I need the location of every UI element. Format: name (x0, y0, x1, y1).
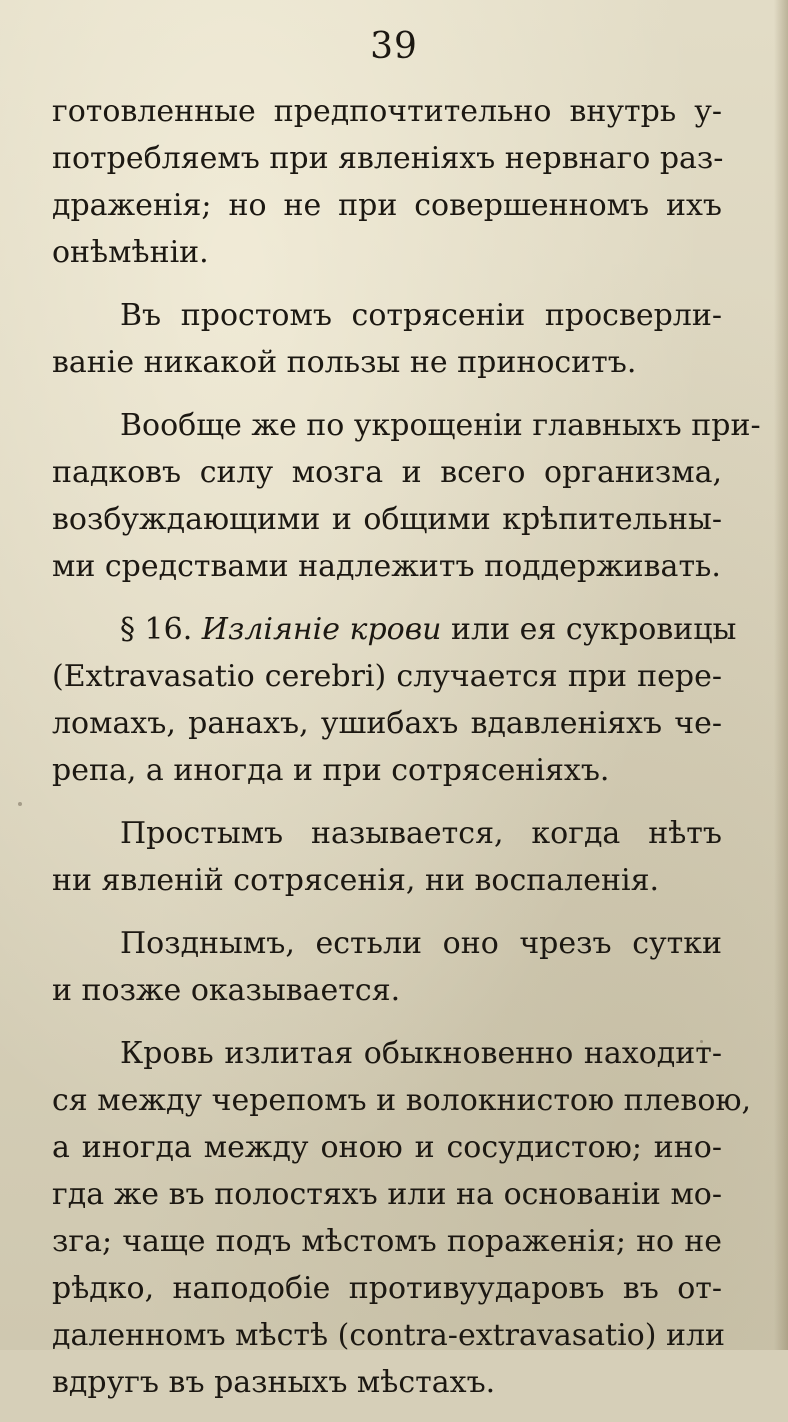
text-line: вдругъ въ разныхъ мѣстахъ. (52, 1365, 496, 1400)
text-line: даленномъ мѣстѣ (contra-extravasatio) или (52, 1318, 726, 1353)
italic-term: Излiянiе крови (201, 612, 442, 647)
text-line: готовленные предпочтительно внутрь у- (52, 94, 722, 129)
paragraph (52, 88, 722, 276)
text-line: а иногда между оною и сосудистою; ино- (52, 1130, 722, 1165)
text-line: драженiя; но не при совершенномъ ихъ (52, 188, 722, 223)
text-line: падковъ силу мозга и всего организма, (52, 455, 722, 490)
text-line: онѣмѣнiи. (52, 235, 209, 270)
text-line: гда же въ полостяхъ или на основанiи мо- (52, 1177, 722, 1212)
text-line: ванiе никакой пользы не приноситъ. (52, 345, 637, 380)
text-line: Въ простомъ сотрясенiи просверли- (120, 298, 722, 333)
text-line-section-start (52, 606, 737, 653)
paragraph (52, 810, 722, 904)
text-line: ся между черепомъ и волокнистою плевою, (52, 1083, 752, 1118)
body-text (52, 88, 761, 1422)
text-line: зга; чаще подъ мѣстомъ пораженiя; но не (52, 1224, 722, 1259)
text-line: ломахъ, ранахъ, ушибахъ вдавленiяхъ че- (52, 706, 722, 741)
paragraph (52, 606, 737, 794)
paper-speck (18, 802, 22, 806)
text-line: рѣдко, наподобiе противуударовъ въ от- (52, 1271, 722, 1306)
page-number: 39 (370, 26, 418, 67)
text-line: Вообще же по укрощенiи главныхъ при- (120, 408, 761, 443)
text-line: Простымъ называется, когда нѣтъ (120, 816, 722, 851)
text-line: и позже оказывается. (52, 973, 401, 1008)
text-line: ни явленiй сотрясенiя, ни воспаленiя. (52, 863, 660, 898)
section-mark: § 16. (120, 612, 193, 647)
paragraph (52, 402, 761, 590)
text-line: возбуждающими и общими крѣпительны- (52, 502, 722, 537)
paragraph (52, 292, 722, 386)
text-line: Позднымъ, естьли оно чрезъ сутки (120, 926, 722, 961)
text-line: ми средствами надлежитъ поддерживать. (52, 549, 721, 584)
text-line: потребляемъ при явленiяхъ нервнаго раз- (52, 141, 724, 176)
text-line: Кровь излитая обыкновенно находит- (120, 1036, 722, 1071)
paragraph (52, 920, 722, 1014)
page-edge-shadow (774, 0, 788, 1350)
text-line-remainder: или ея сукровицы (451, 612, 737, 647)
text-line: (Extravasatio cerebri) случается при пере- (52, 659, 722, 694)
text-line: репа, а иногда и при сотрясенiяхъ. (52, 753, 610, 788)
